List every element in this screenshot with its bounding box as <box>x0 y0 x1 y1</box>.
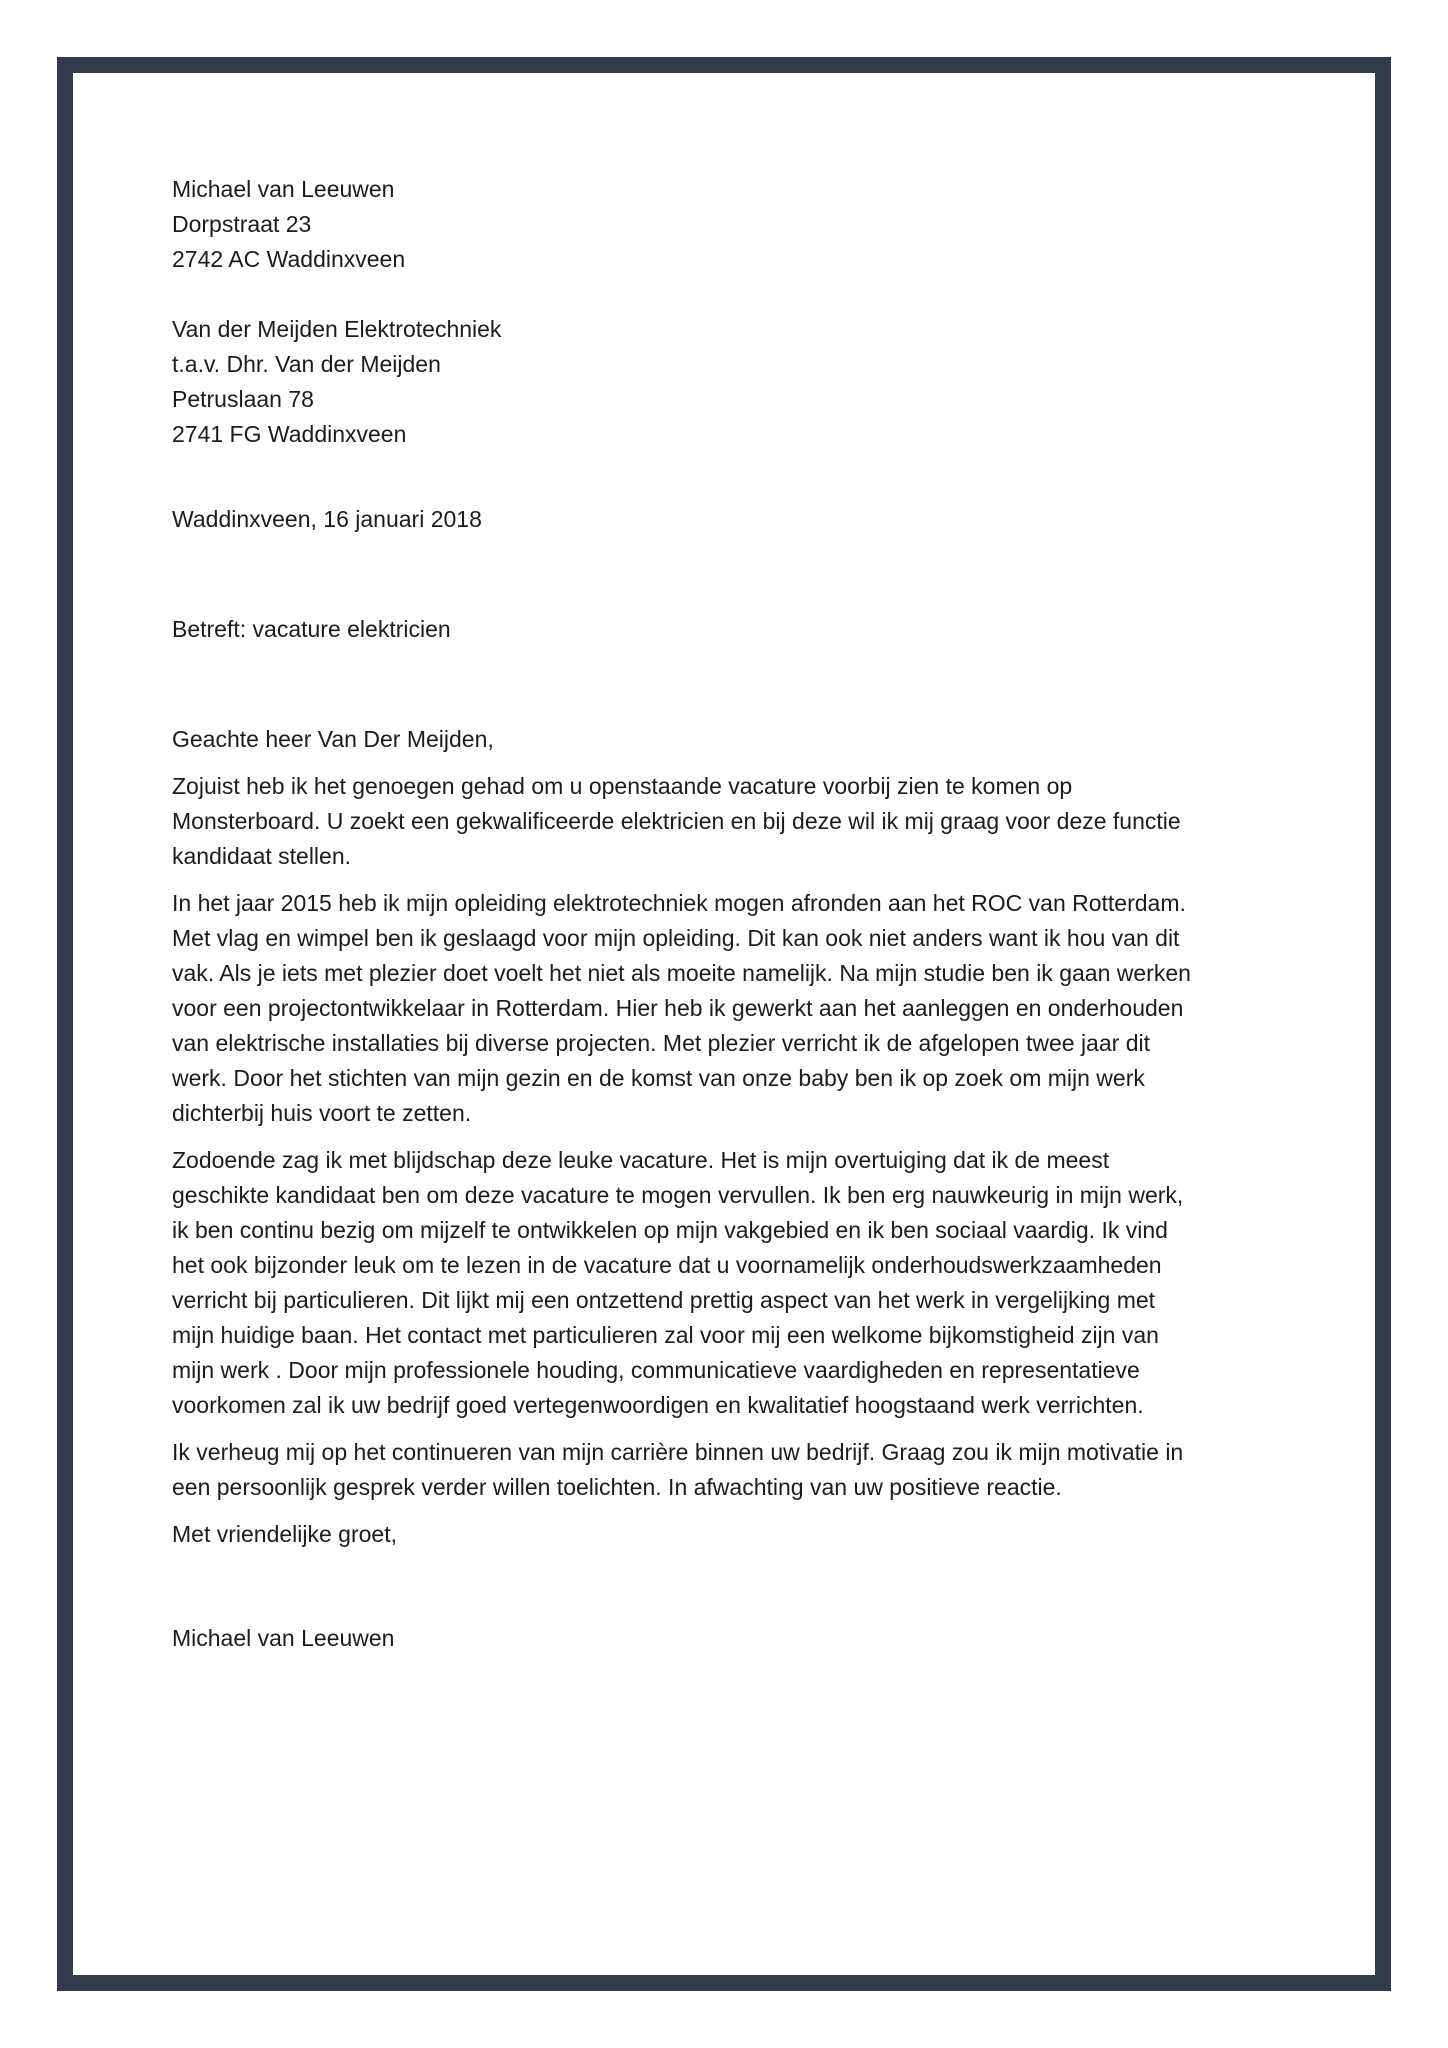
letter <box>172 172 1302 1656</box>
recipient-attention: t.a.v. Dhr. Van der Meijden <box>172 351 441 377</box>
paragraph-line: werk. Door het stichten van mijn gezin en de komst van onze baby ben ik op zoek om mijn werk <box>172 1065 1145 1091</box>
paragraph-2 <box>172 886 1302 1131</box>
paragraph-line: het ook bijzonder leuk om te lezen in de vacature dat u voornamelijk onderhoudswerkzaamheden <box>172 1252 1162 1278</box>
closing <box>172 1517 1302 1552</box>
paragraph-line: mijn werk . Door mijn professionele houding, communicatieve vaardigheden en representatieve <box>172 1357 1140 1383</box>
paragraph-line: een persoonlijk gesprek verder willen toelichten. In afwachting van uw positieve reactie. <box>172 1474 1062 1500</box>
paragraph-line: voor een projectontwikkelaar in Rotterdam. Hier heb ik gewerkt aan het aanleggen en onderhouden <box>172 995 1184 1021</box>
recipient-street: Petruslaan 78 <box>172 386 314 412</box>
paragraph-line: Monsterboard. U zoekt een gekwalificeerde elektricien en bij deze wil ik mij graag voor deze functie <box>172 808 1181 834</box>
closing-text: Met vriendelijke groet, <box>172 1521 397 1547</box>
paragraph-1 <box>172 769 1302 874</box>
sender-street: Dorpstraat 23 <box>172 211 312 237</box>
subject-text: Betreft: vacature elektricien <box>172 616 451 642</box>
paragraph-line: dichterbij huis voort te zetten. <box>172 1100 472 1126</box>
salutation-text: Geachte heer Van Der Meijden, <box>172 726 494 752</box>
date-text: Waddinxveen, 16 januari 2018 <box>172 506 482 532</box>
paragraph-4 <box>172 1435 1302 1505</box>
signature <box>172 1621 1302 1656</box>
sender-name: Michael van Leeuwen <box>172 176 395 202</box>
paragraph-line: mijn huidige baan. Het contact met particulieren zal voor mij een welkome bijkomstigheid zijn van <box>172 1322 1159 1348</box>
recipient-company: Van der Meijden Elektrotechniek <box>172 316 502 342</box>
paragraph-line: voorkomen zal ik uw bedrijf goed vertegenwoordigen en kwalitatief hoogstaand werk verrichten. <box>172 1392 1144 1418</box>
recipient-address <box>172 312 1302 452</box>
paragraph-line: Zojuist heb ik het genoegen gehad om u openstaande vacature voorbij zien te komen op <box>172 773 1073 799</box>
recipient-city: 2741 FG Waddinxveen <box>172 421 407 447</box>
paragraph-line: Ik verheug mij op het continueren van mijn carrière binnen uw bedrijf. Graag zou ik mijn motivatie in <box>172 1439 1184 1465</box>
paragraph-line: Zodoende zag ik met blijdschap deze leuke vacature. Het is mijn overtuiging dat ik de meest <box>172 1147 1110 1173</box>
sender-city: 2742 AC Waddinxveen <box>172 246 406 272</box>
paragraph-3 <box>172 1143 1302 1423</box>
salutation <box>172 722 1302 757</box>
sender-address <box>172 172 1302 277</box>
paragraph-line: In het jaar 2015 heb ik mijn opleiding elektrotechniek mogen afronden aan het ROC van Rotterdam. <box>172 890 1186 916</box>
paragraph-line: ik ben continu bezig om mijzelf te ontwikkelen op mijn vakgebied en ik ben sociaal vaardig. Ik vind <box>172 1217 1168 1243</box>
paragraph-line: verricht bij particulieren. Dit lijkt mij een ontzettend prettig aspect van het werk in vergelijking met <box>172 1287 1156 1313</box>
letter-date <box>172 502 1302 537</box>
paragraph-line: van elektrische installaties bij diverse projecten. Met plezier verricht ik de afgelopen twee jaar dit <box>172 1030 1150 1056</box>
paragraph-line: vak. Als je iets met plezier doet voelt het niet als moeite namelijk. Na mijn studie ben ik gaan werken <box>172 960 1191 986</box>
paragraph-line: kandidaat stellen. <box>172 843 352 869</box>
signature-name: Michael van Leeuwen <box>172 1625 395 1651</box>
paragraph-line: geschikte kandidaat ben om deze vacature te mogen vervullen. Ik ben erg nauwkeurig in mijn werk, <box>172 1182 1184 1208</box>
letter-subject <box>172 612 1302 647</box>
paragraph-line: Met vlag en wimpel ben ik geslaagd voor mijn opleiding. Dit kan ook niet anders want ik hou van dit <box>172 925 1180 951</box>
